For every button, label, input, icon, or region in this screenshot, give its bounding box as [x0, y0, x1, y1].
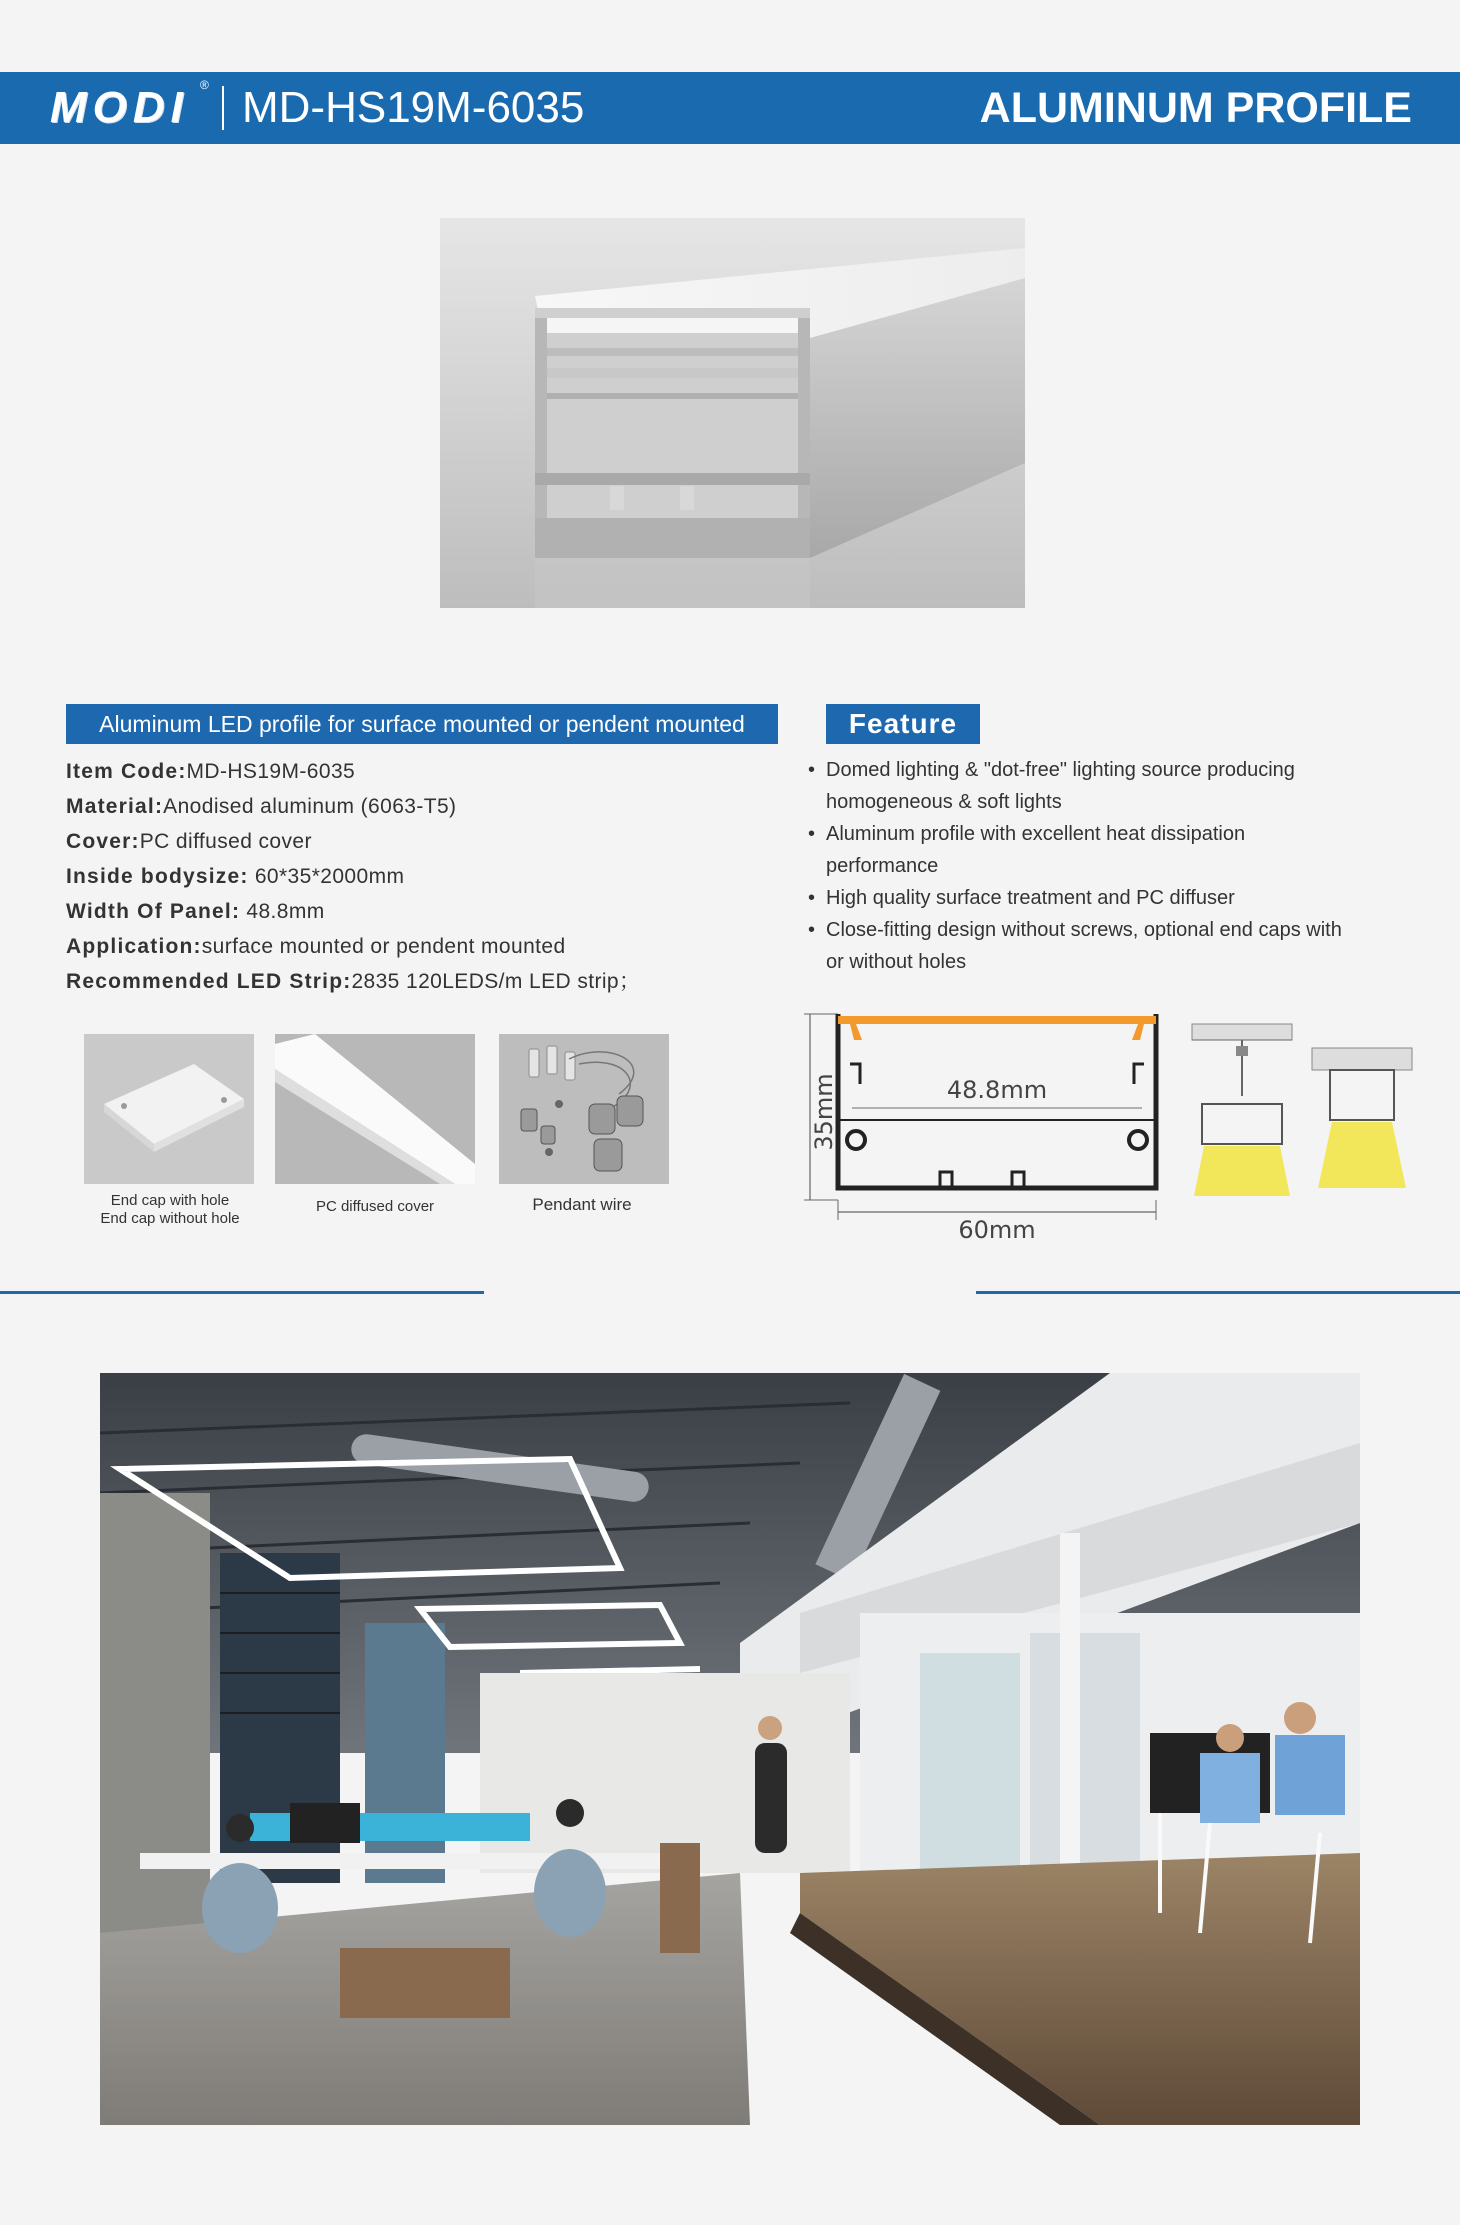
spec-list — [66, 754, 766, 999]
endcap-caption-line1: End cap with hole — [110, 1192, 230, 1209]
feature-item — [808, 914, 1348, 978]
spec-bodysize — [66, 859, 766, 894]
feature-item — [808, 882, 1348, 914]
feature-text: Close-fitting design without screws, optional end caps with or without holes — [826, 919, 1342, 973]
spec-key: Application: — [66, 935, 202, 958]
spec-value: surface mounted or pendent mounted — [201, 935, 566, 958]
left-groove — [847, 1131, 865, 1149]
height-label: 35mm — [810, 1073, 838, 1151]
surface-mount-icon — [1312, 1048, 1412, 1188]
bullet: • — [808, 823, 816, 845]
pendant-wire-caption: Pendant wire — [532, 1195, 632, 1214]
brand-logo: MODI — [50, 83, 189, 132]
cross-section-diagram — [790, 1000, 1430, 1250]
endcap-caption-line2: End cap without hole — [100, 1210, 240, 1227]
spec-value: Anodised aluminum (6063-T5) — [163, 795, 457, 818]
bullet: • — [808, 759, 816, 781]
panel-width-label: 48.8mm — [946, 1076, 1048, 1104]
spec-value: 2835 120LEDS/m LED strip； — [351, 970, 641, 993]
spec-value: 48.8mm — [240, 900, 325, 923]
product-image — [440, 218, 1025, 608]
spec-key: Material: — [66, 795, 164, 818]
model-number: MD-HS19M-6035 — [242, 83, 585, 132]
spec-material — [66, 789, 766, 824]
registered-mark: ® — [200, 78, 209, 92]
divider-right — [976, 1291, 1460, 1294]
diffuser-cover-shape — [838, 1016, 1156, 1040]
diffuser-caption: PC diffused cover — [315, 1198, 435, 1215]
spec-led-strip — [66, 964, 766, 999]
feature-text: High quality surface treatment and PC diffuser — [826, 887, 1235, 909]
spec-key: Cover: — [66, 830, 140, 853]
header-divider — [222, 86, 224, 130]
endcap-caption — [70, 1192, 270, 1228]
bullet: • — [808, 887, 816, 909]
spec-section-title: Aluminum LED profile for surface mounted or pendent mounted — [66, 704, 778, 744]
header-bar — [0, 72, 1460, 144]
spec-application — [66, 929, 766, 964]
pendant-mount-icon — [1192, 1024, 1292, 1196]
spec-key: Recommended LED Strip: — [66, 970, 352, 993]
spec-key: Inside bodysize: — [66, 865, 249, 888]
product-category: ALUMINUM PROFILE — [979, 84, 1412, 132]
spec-panel-width — [66, 894, 766, 929]
diffuser-cover-image — [275, 1034, 475, 1184]
feature-text: Aluminum profile with excellent heat dissipation performance — [826, 823, 1246, 877]
spec-item-code — [66, 754, 766, 789]
feature-text: Domed lighting & "dot-free" lighting source producing homogeneous & soft lights — [826, 759, 1295, 813]
spec-value: MD-HS19M-6035 — [186, 760, 356, 783]
feature-list — [808, 754, 1348, 978]
spec-value: 60*35*2000mm — [248, 865, 405, 888]
right-groove — [1129, 1131, 1147, 1149]
width-label: 60mm — [958, 1216, 1036, 1244]
feature-item — [808, 754, 1348, 818]
divider-left — [0, 1291, 484, 1294]
pendant-wire-image — [499, 1034, 669, 1184]
endcap-image — [84, 1034, 254, 1184]
feature-section-title: Feature — [826, 704, 980, 744]
application-photo — [100, 1373, 1360, 2125]
bullet: • — [808, 919, 816, 941]
feature-item — [808, 818, 1348, 882]
spec-cover — [66, 824, 766, 859]
spec-key: Item Code: — [66, 760, 187, 783]
spec-value: PC diffused cover — [139, 830, 312, 853]
spec-key: Width Of Panel: — [66, 900, 241, 923]
